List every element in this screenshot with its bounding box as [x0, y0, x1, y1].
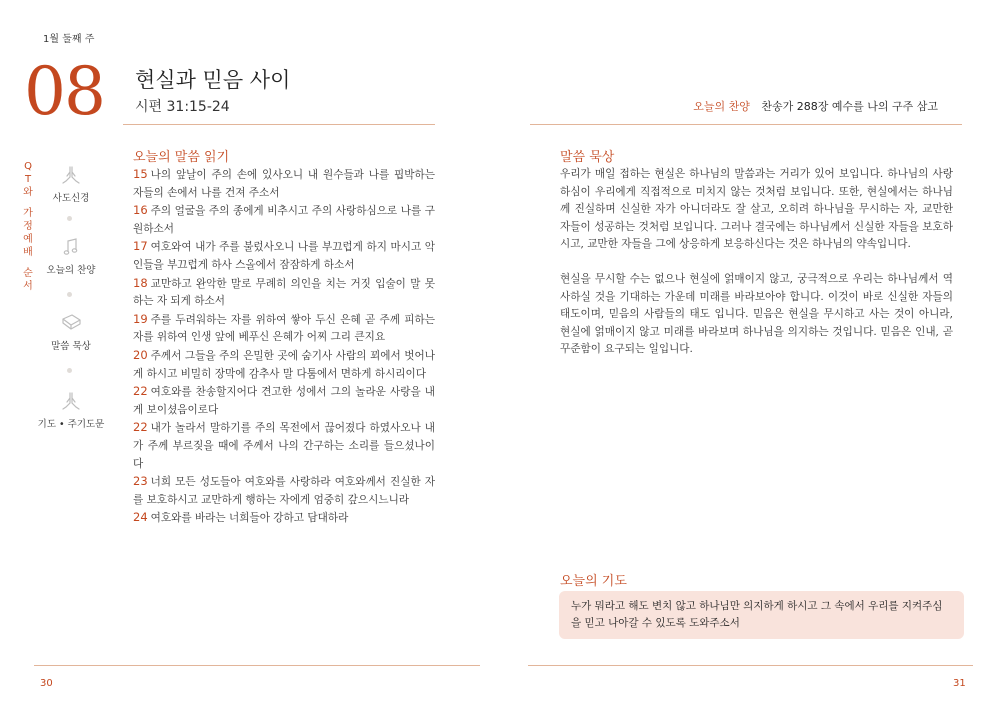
verse: 23 너희 모든 성도들아 여호와를 사랑하라 여호와께서 진실한 자를 보호하시고 교만하게 행하는 자에게 엄중히 갚으시느니라 [133, 474, 435, 506]
verse: 15 나의 앞날이 주의 손에 있사오니 내 원수들과 나를 핍박하는 자들의 손에서 나를 건져 주소서 [133, 167, 435, 199]
nav-step-prayer: 기도 • 주기도문 [36, 390, 106, 430]
header-rule-right [530, 124, 962, 125]
reading-heading: 오늘의 말씀 읽기 [133, 150, 230, 165]
verse: 17 여호와여 내가 주를 불렀사오니 나를 부끄럽게 하지 마시고 악인들을 부끄럽게 하사 스올에서 잠잠하게 하소서 [133, 239, 435, 271]
prayer-box [559, 591, 964, 639]
verse: 22 내가 놀라서 말하기를 주의 목전에서 끊어졌다 하였사오나 내가 주께 부르짖을 때에 주께서 나의 간구하는 소리를 들으셨나이다 [133, 420, 435, 470]
footer-rule-left [34, 665, 480, 666]
prayer-text: 누가 뭐라고 해도 변치 않고 하나님만 의지하게 하시고 그 속에서 우리를 지켜주심을 믿고 나아갈 수 있도록 도와주소서 [571, 600, 943, 629]
nav-dot [67, 216, 72, 221]
nav-dot [67, 292, 72, 297]
verse: 16 주의 얼굴을 주의 종에게 비추시고 주의 사랑하심으로 나를 구원하소서 [133, 203, 435, 235]
week-label: 1월 둘째 주 [43, 34, 95, 45]
meditation-paragraph: 현실을 무시할 수는 없으나 현실에 얽매이지 않고, 궁극적으로 우리는 하나님께서 역사하실 것을 기대하는 가운데 미래를 바라보아야 합니다. 이것이 바로 신실한 자들의 태도이며, 믿음의 사람들의 태도 입니다. 믿음은 현실을 무시하고 사는 것이 아니라, 현실에 얽매이지 않고 미래를 바라보며 하나님을 의지하는 것입니다. 믿음은 인내, 곧 꾸준함이 요구되는 일입니다. [560, 272, 953, 356]
praying-hands-icon [60, 390, 82, 412]
hymn-of-the-day [693, 98, 938, 114]
bible-icon [59, 312, 83, 334]
verse: 19 주를 두려워하는 자를 위하여 쌓아 두신 은혜 곧 주께 피하는 자를 위하여 인생 앞에 베푸신 은혜가 어찌 그리 큰지요 [133, 311, 435, 344]
nav-dot [67, 368, 72, 373]
meditation-paragraph: 우리가 매일 접하는 현실은 하나님의 말씀과는 거리가 있어 보입니다. 하나님의 사랑하심이 우리에게 직접적으로 미치지 않는 것처럼 보입니다. 또한, 현실에서는 하나님께 진실하며 신실한 자가 아니더라도 잘 살고, 오히려 하나님을 무시하는 자, 교만한 자들이 성공하는 것처럼 보입니다. 그러나 결국에는 하나님께서 신실한 자들을 보호하시고, 교만한 자들을 그에 상응하게 보응하신다는 것은 하나님의 약속입니다. [560, 168, 953, 251]
verse: 18 교만하고 완악한 말로 무례히 의인을 치는 거짓 입술이 말 못하는 자 되게 하소서 [133, 275, 435, 308]
meditation-heading: 말씀 묵상 [560, 150, 615, 165]
footer-rule-right [528, 665, 973, 666]
hymn-value: 찬송가 288장 예수를 나의 구주 삼고 [761, 100, 938, 113]
meditation-text [560, 166, 953, 376]
nav-step-apostles-creed: 사도신경 [36, 164, 106, 204]
nav-step-hymn: 오늘의 찬양 [36, 236, 106, 276]
header-rule-left [123, 124, 435, 125]
praying-hands-icon [60, 164, 82, 186]
verse: 24 여호와를 바라는 너희들아 강하고 담대하라 [133, 510, 349, 525]
page-number-right: 31 [953, 678, 966, 689]
verse: 22 여호와를 찬송할지어다 견고한 성에서 그의 놀라운 사랑을 내게 보이셨음이로다 [133, 384, 435, 416]
nav-step-meditation: 말씀 묵상 [36, 312, 106, 352]
scripture-reference: 시편 31:15-24 [135, 99, 230, 115]
page-number-left: 30 [40, 678, 53, 689]
prayer-heading: 오늘의 기도 [560, 574, 627, 589]
qt-order-label: Q T 와 가 정 예 배 순 서 [23, 161, 33, 292]
hymn-label: 오늘의 찬양 [693, 100, 750, 113]
day-number: 08 [24, 53, 104, 130]
verse: 20 주께서 그들을 주의 은밀한 곳에 숨기사 사람의 꾀에서 벗어나게 하시고 비밀히 장막에 감추사 말 다툼에서 면하게 하시리이다 [133, 347, 435, 380]
music-note-icon [60, 236, 82, 258]
scripture-reading [133, 166, 435, 528]
page-title: 현실과 믿음 사이 [135, 68, 291, 92]
